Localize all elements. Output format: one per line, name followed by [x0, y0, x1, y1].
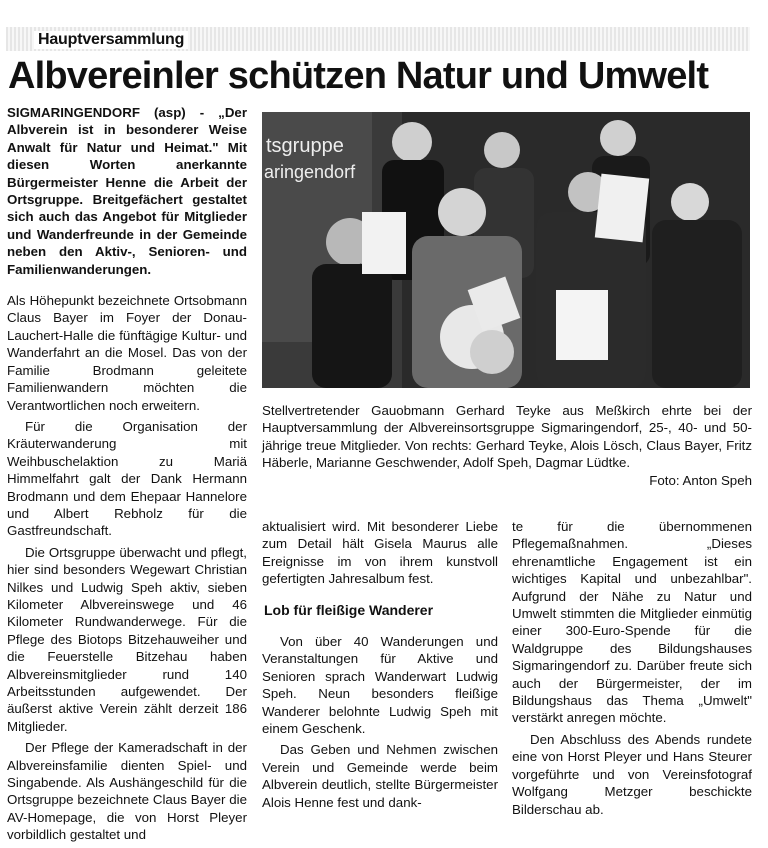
paragraph: Das Geben und Nehmen zwischen Verein und Gemeinde werde beim Albverein deutlich, stellte Bürgermeister Alois Henne fest und dank-	[262, 742, 498, 810]
paragraph: aktualisiert wird. Mit besonderer Liebe zum Detail hält Gisela Maurus alle Ereignisse im von ihrem kunstvoll gefertigten Jahresalbum fest.	[262, 519, 498, 587]
photo-caption	[262, 402, 752, 489]
paragraph: te für die übernommenen Pflegemaßnahmen. „Dieses ehrenamtliche Engagement ist ein wichtiges Kapital und unbezahlbar". Aufgrund der Nähe zu Natur und Umwelt stimmten die Mitglieder einmütig einer 300-Euro-Spende für die Waldgruppe des Bildungshauses Sigmaringendorf zu. Darüber freute sich auch der Bürgermeister, der im Bildungshaus das Thema „Umwelt" verstärkt anregen möchte.	[512, 519, 752, 726]
paragraph: Als Höhepunkt bezeichnete Ortsobmann Claus Bayer im Foyer der Donau-Lauchert-Halle die fünftägige Kultur- und Wanderfahrt an die Mosel. Das von der Familie Brodmann geleitete Familienwandern möchten die Verantwortlichen noch erweitern.	[7, 293, 247, 413]
caption-text: Stellvertretender Gauobmann Gerhard Teyke aus Meßkirch ehrte bei der Hauptversammlung der Albvereinsortsgruppe Sigmaringendorf, 25-, 40- und 50-jährige treue Mitglieder. Von rechts: Gerhard Teyke, Alois Lösch, Claus Bayer, Fritz Häberle, Marianne Geschwender, Adolf Speh, Dagmar Lüdtke.	[262, 403, 752, 471]
paragraph: Den Abschluss des Abends rundete eine von Horst Pleyer und Hans Steurer vorgeführte und von Vereinsfotograf Wolfgang Metzger beschickte Bilderschau ab.	[512, 731, 752, 817]
paragraph: Von über 40 Wanderungen und Veranstaltungen für Aktive und Senioren sprach Wanderwart Ludwig Speh. Neun besonders fleißige Wanderer belohnte Ludwig Speh mit einem Geschenk.	[262, 634, 498, 737]
subheading: Lob für fleißige Wanderer	[264, 601, 434, 618]
article-column-1	[7, 104, 247, 848]
lead-paragraph: SIGMARINGENDORF (asp) - „Der Albverein ist in besonderer Weise Anwalt für Natur und Heimat." Mit diesen Worten anerkannte Bürgermeister Henne die Arbeit der Ortsgruppe. Breitgefächert gestaltet sich auch das Angebot für Mitglieder und Wanderfreunde in der Gemeinde neben den Aktiv-, Senioren- und Familienwanderungen.	[7, 105, 247, 277]
photo-credit: Foto: Anton Speh	[649, 472, 752, 488]
group-photo	[262, 112, 750, 388]
paragraph: Die Ortsgruppe überwacht und pflegt, hier sind besonders Wegewart Christian Nilkes und Ludwig Speh aktiv, sieben Kilometer Albvereinswege und 46 Kilometer Rundwanderwege. Für die Pflege des Biotops Bitzehauweiher und die Feuerstelle Bitzehau haben Albvereinsmitglieder rund 140 Arbeitsstunden aufgewendet. Der äußerst aktive Verein zählt derzeit 186 Mitglieder.	[7, 544, 247, 734]
kicker: Hauptversammlung	[34, 31, 188, 49]
photo-illustration	[262, 112, 750, 388]
banner-text: aringendorf	[264, 162, 356, 182]
paragraph: Der Pflege der Kameradschaft in der Albvereinsfamilie dienten Spiel- und Singabende. Als Aushängeschild für die Ortsgruppe bezeichnete Claus Bayer die AV-Homepage, die von Horst Pleyer vorbildlich gestaltet und	[7, 740, 247, 843]
banner-text: tsgruppe	[266, 135, 344, 157]
paragraph: Für die Organisation der Kräuterwanderung mit Weihbuschelaktion zu Mariä Himmelfahrt galt der Dank Hermann Brodmann und dem Ehepaar Hannelore und Albert Rebholz für die Gastfreundschaft.	[7, 418, 247, 539]
article-column-3	[512, 518, 752, 822]
headline: Albvereinler schützen Natur und Umwelt	[8, 55, 709, 97]
article-column-2	[262, 518, 498, 815]
